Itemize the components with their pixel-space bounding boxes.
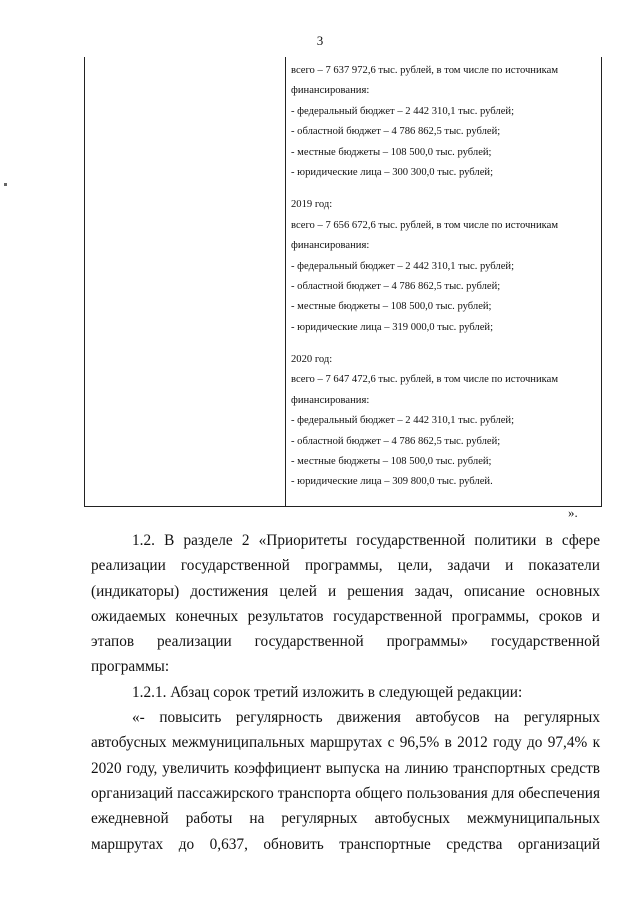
financing-table	[84, 57, 602, 507]
column-divider	[285, 57, 286, 506]
total-2018: всего – 7 637 972,6 тыс. рублей, в том числе по источникам	[291, 65, 559, 76]
paragraph-1-2-line: ожидаемых конечных результатов государственной программы, сроков и	[91, 607, 600, 625]
paragraph-1-2-line: (индикаторы) достижения целей и решения задач, описание основных	[91, 582, 600, 600]
financing-label: финансирования:	[291, 240, 370, 252]
page-number: 3	[316, 33, 324, 48]
legal-2018: - юридические лица – 300 300,0 тыс. рублей;	[291, 166, 494, 178]
federal-2019: - федеральный бюджет – 2 442 310,1 тыс. рублей;	[291, 260, 515, 272]
financing-cell	[291, 61, 597, 493]
quoted-paragraph-line: 2020 году, увеличить коэффициент выпуска на линию транспортных средств	[91, 759, 600, 777]
financing-label: финансирования:	[291, 394, 370, 406]
scan-artifact	[4, 183, 7, 186]
paragraph-1-2-line: 1.2. В разделе 2 «Приоритеты государственной политики в сфере	[132, 532, 600, 549]
paragraph-1-2-line: реализации государственной программы, цели, задачи и показатели	[91, 557, 600, 575]
document-body	[91, 528, 600, 857]
paragraph-1-2-line: этапов реализации государственной программы» государственной программы:	[91, 633, 600, 676]
legal-2020: - юридические лица – 309 800,0 тыс. рублей.	[291, 476, 493, 488]
year-2020-heading: 2020 год:	[291, 354, 333, 366]
local-2018: - местные бюджеты – 108 500,0 тыс. рублей;	[291, 146, 492, 158]
legal-2019: - юридические лица – 319 000,0 тыс. рублей;	[291, 321, 494, 333]
regional-2020: - областной бюджет – 4 786 862,5 тыс. рублей;	[291, 435, 501, 447]
quoted-paragraph-line: автобусных межмуниципальных маршрутах с 96,5% в 2012 году до 97,4% к	[91, 734, 600, 752]
total-2020: всего – 7 647 472,6 тыс. рублей, в том числе по источникам	[291, 374, 559, 386]
local-2020: - местные бюджеты – 108 500,0 тыс. рублей;	[291, 456, 492, 468]
regional-2018: - областной бюджет – 4 786 862,5 тыс. рублей;	[291, 126, 501, 138]
quoted-paragraph-line: ежедневной работы на регулярных автобусных межмуниципальных	[91, 810, 600, 828]
local-2019: - местные бюджеты – 108 500,0 тыс. рублей;	[291, 301, 492, 313]
quoted-paragraph-line: «- повысить регулярность движения автобусов на регулярных	[132, 709, 600, 727]
year-2019-heading: 2019 год:	[291, 199, 333, 211]
quoted-paragraph-line: маршрутах до 0,637, обновить транспортные средства организаций	[91, 835, 600, 853]
federal-2018: - федеральный бюджет – 2 442 310,1 тыс. рублей;	[291, 105, 515, 117]
regional-2019: - областной бюджет – 4 786 862,5 тыс. рублей;	[291, 280, 501, 292]
financing-label: финансирования:	[291, 85, 370, 97]
paragraph-1-2-1: 1.2.1. Абзац сорок третий изложить в следующей редакции:	[132, 683, 523, 701]
total-2019: всего – 7 656 672,6 тыс. рублей, в том числе по источникам	[291, 219, 559, 231]
closing-quote: ».	[568, 505, 578, 520]
federal-2020: - федеральный бюджет – 2 442 310,1 тыс. рублей;	[291, 415, 515, 427]
quoted-paragraph-line: организаций пассажирского транспорта общего пользования для обеспечения	[91, 784, 600, 802]
